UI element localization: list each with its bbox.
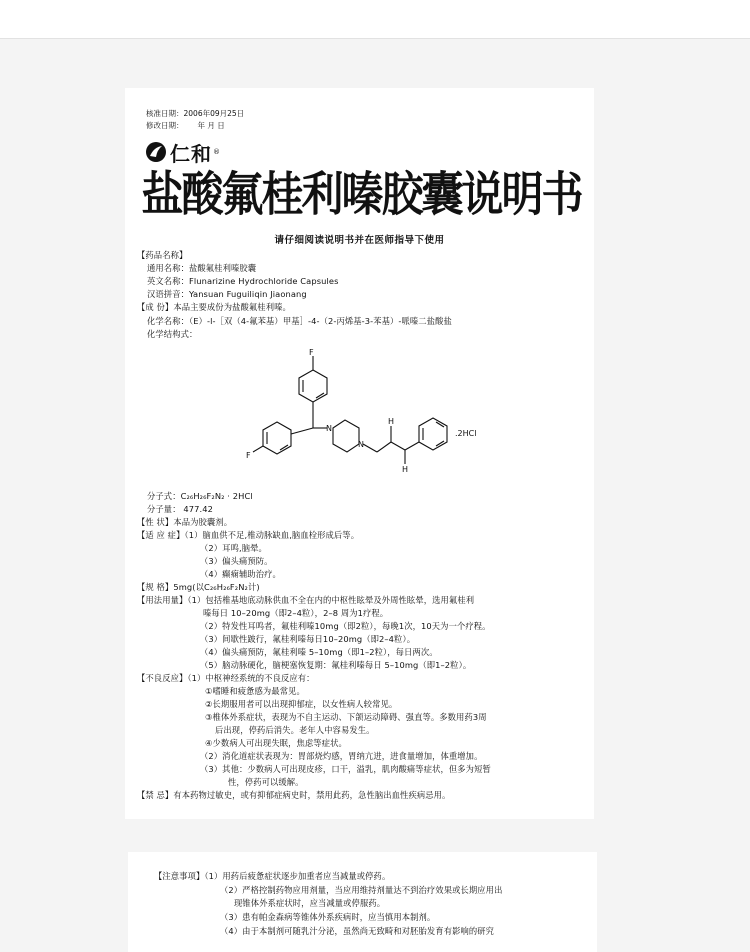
precaution-line: 【注意事项】（1）用药后疲惫症状逐步加重者应当减量或停药。 xyxy=(154,871,391,881)
top-band xyxy=(0,0,750,39)
structure-label: 化学结构式： xyxy=(147,329,198,339)
nitrogen-label-1: N xyxy=(326,424,332,433)
specification: 【规 格】5mg(以C₂₆H₂₆F₂N₂计) xyxy=(137,582,260,592)
adverse-line: 【不良反应】（1）中枢神经系统的不良反应有： xyxy=(137,673,315,683)
molecular-formula: 分子式：C₂₆H₂₆F₂N₂ · 2HCl xyxy=(147,491,253,501)
precaution-line: （2）严格控制药物应用剂量，当应用维持剂量达不到治疗效果或长期应用出 xyxy=(220,885,503,895)
molecular-weight: 分子量： 477.42 xyxy=(147,504,213,514)
drug-name-header: 【药品名称】 xyxy=(137,250,188,260)
chemical-structure xyxy=(237,346,497,491)
dosage-line: （2）特发性耳鸣者，氟桂利嗪10mg（即2粒），每晚1次，10天为一个疗程。 xyxy=(200,621,491,631)
precaution-line: 现锥体外系症状时，应当减量或停服药。 xyxy=(234,898,386,908)
nitrogen-label-2: N xyxy=(358,440,364,449)
dosage-line: （5）脑动脉硬化，脑梗塞恢复期：氟桂利嗪每日 5–10mg（即1–2粒）。 xyxy=(200,660,472,670)
precaution-line: （3）患有帕金森病等锥体外系疾病时，应当慎用本制剂。 xyxy=(220,912,436,922)
contraindications: 【禁 忌】有本药物过敏史，或有抑郁症病史时，禁用此药，急性脑出血性疾病忌用。 xyxy=(137,790,451,800)
pinyin-name: 汉语拼音：Yansuan Fuguiliqin Jiaonang xyxy=(147,289,307,299)
revision-date: 修改日期： 年 月 日 xyxy=(146,121,225,130)
indication-line: （2）耳鸣,脑晕。 xyxy=(200,543,267,553)
indication-line: 【适 应 症】（1）脑血供不足,椎动脉缺血,脑血栓形成后等。 xyxy=(137,530,360,540)
fluorine-left-label: F xyxy=(246,451,251,460)
adverse-line: ③椎体外系症状，表现为不自主运动、下颌运动障碍、强直等。多数用药3周 xyxy=(205,712,487,722)
registered-mark: ® xyxy=(213,148,220,156)
leaflet-page-1 xyxy=(125,88,594,819)
hydrogen-label-2: H xyxy=(402,465,409,474)
character: 【性 状】本品为胶囊剂。 xyxy=(137,517,233,527)
english-name: 英文名称：Flunarizine Hydrochloride Capsules xyxy=(147,276,339,286)
fluorine-top-label: F xyxy=(309,348,314,357)
adverse-line: （3）其他：少数病人可出现皮疹，口干，溢乳，肌肉酸痛等症状，但多为短暂 xyxy=(200,764,491,774)
hydrogen-label-1: H xyxy=(388,417,395,426)
adverse-line: ②长期服用者可以出现抑郁症，以女性病人较常见。 xyxy=(205,699,398,709)
dosage-line: 嗪每日 10–20mg（即2–4粒），2–8 周为1疗程。 xyxy=(203,608,389,618)
approval-date: 核准日期：2006年09月25日 xyxy=(146,109,245,118)
brand-mark-icon xyxy=(145,141,167,163)
indication-line: （4）癫痫辅助治疗。 xyxy=(200,569,281,579)
dosage-line: （4）偏头痛预防，氟桂利嗪 5–10mg（即1–2粒），每日两次。 xyxy=(200,647,438,657)
adverse-line: （2）消化道症状表现为：胃部烧灼感，胃纳亢进，进食量增加，体重增加。 xyxy=(200,751,483,761)
document-subtitle: 请仔细阅读说明书并在医师指导下使用 xyxy=(274,235,445,246)
dosage-line: （3）间歇性跛行，氟桂利嗪每日10–20mg（即2–4粒）。 xyxy=(200,634,416,644)
chemical-name: 化学名称：（E）-l-［双（4-氟苯基）甲基］-4-（2-丙烯基-3-苯基）-哌嗪二盐酸盐 xyxy=(147,316,452,326)
indication-line: （3）偏头痛预防。 xyxy=(200,556,273,566)
adverse-line: ④少数病人可出现失眠，焦虑等症状。 xyxy=(205,738,347,748)
document-title: 盐酸氟桂利嗪胶囊说明书 xyxy=(141,166,582,222)
generic-name: 通用名称：盐酸氟桂利嗪胶囊 xyxy=(147,263,257,273)
brand-logo xyxy=(145,139,220,165)
adverse-line: ①嗜睡和疲惫感为最常见。 xyxy=(205,686,305,696)
leaflet-page-2 xyxy=(128,852,597,952)
composition: 【成 份】本品主要成份为盐酸氟桂利嗪。 xyxy=(137,302,291,312)
adverse-line: 后出现，停药后消失。老年人中容易发生。 xyxy=(215,725,375,735)
dosage-line: 【用法用量】（1）包括椎基地底动脉供血不全在内的中枢性眩晕及外周性眩晕，选用氟桂利 xyxy=(137,595,475,605)
adverse-line: 性，停药可以缓解。 xyxy=(228,777,304,787)
salt-label: .2HCl xyxy=(455,429,477,438)
brand-name: 仁和 xyxy=(170,141,212,166)
precaution-line: （4）由于本制剂可随乳汁分泌，虽然尚无致畸和对胚胎发育有影响的研究 xyxy=(220,926,495,936)
